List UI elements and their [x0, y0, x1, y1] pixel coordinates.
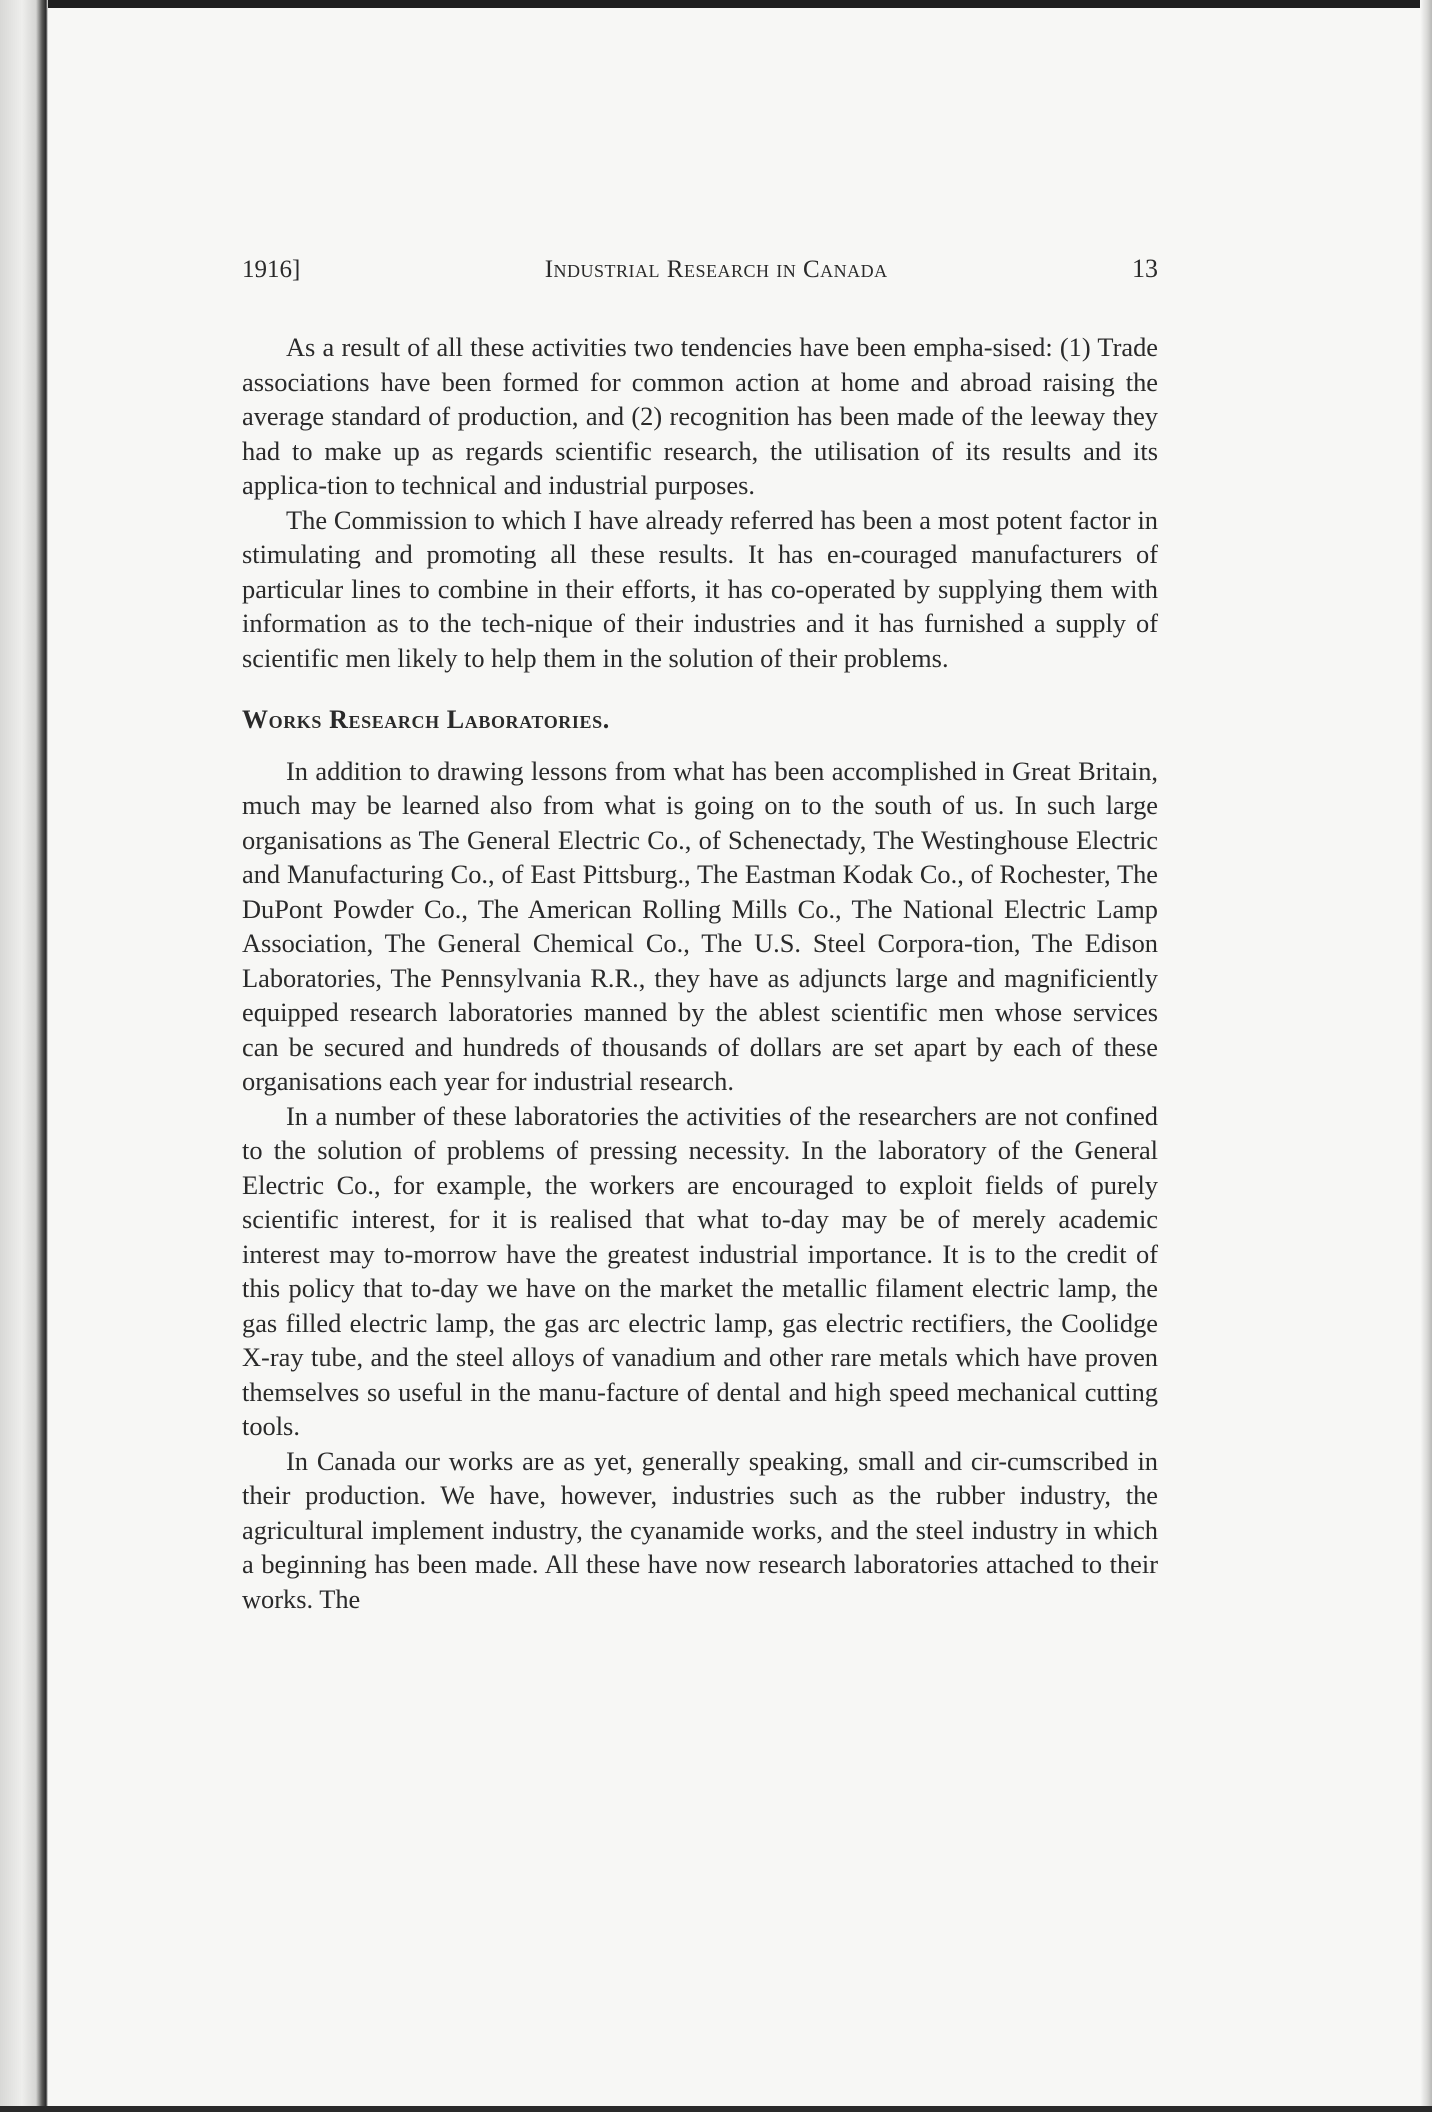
scan-right-border [1420, 0, 1432, 2112]
paragraph-canada-works: In Canada our works are as yet, generally speaking, small and cir-cumscribed in their production. We have, however, industries such as the rubber industry, the agricultural implement industry, the cyanamide works, and the steel industry in which a beginning has been made. All these have now research laboratories attached to their works. The [242, 1445, 1158, 1614]
paragraph-general-electric: In a number of these laboratories the activities of the researchers are not confined to the solution of problems of pressing necessity. In the laboratory of the General Electric Co., for example, the workers are encouraged to exploit fields of purely scientific interest, for it is realised that what to-day may be of merely academic interest may to-morrow have the greatest industrial importance. It is to the credit of this policy that to-day we have on the market the metallic filament electric lamp, the gas filled electric lamp, the gas arc electric lamp, gas electric rectifiers, the Coolidge X-ray tube, and the steel alloys of vanadium and other rare metals which have proven themselves so useful in the manu-facture of dental and high speed mechanical cutting tools. [242, 1100, 1158, 1441]
running-head [242, 252, 1158, 286]
scan-top-border [0, 0, 1432, 8]
paragraph-commission: The Commission to which I have already referred has been a most potent factor in stimulating and promoting all these results. It has en-couraged manufacturers of particular lines to combine in their efforts, it has co-operated by supplying them with information as to the tech-nique of their industries and it has furnished a supply of scientific men likely to help them in the solution of their problems. [242, 504, 1158, 673]
section-heading-works-research: Works Research Laboratories. [242, 705, 610, 734]
running-head-title: Industrial Research in Canada [544, 256, 888, 283]
paragraph-trade-associations: As a result of all these activities two tendencies have been empha-sised: (1) Trade associations have been formed for common action at home and abroad raising the average standard of production, and (2) recognition has been made of the leeway they had to make up as regards scientific research, the utilisation of its results and its applica-tion to technical and industrial purposes. [242, 332, 1158, 500]
running-head-year: 1916] [242, 256, 301, 283]
paragraph-us-laboratories: In addition to drawing lessons from what has been accomplished in Great Britain, much may be learned also from what is going on to the south of us. In such large organisations as The General Electric Co., of Schenectady, The Westinghouse Electric and Manufacturing Co., of East Pittsburg., The Eastman Kodak Co., of Rochester, The DuPont Powder Co., The American Rolling Mills Co., The National Electric Lamp Association, The General Chemical Co., The U.S. Steel Corpora-tion, The Edison Laboratories, The Pennsylvania R.R., they have as adjuncts large and magnificiently equipped research laboratories manned by the ablest scientific men whose services can be secured and hundreds of thousands of dollars are set apart by each of these organisations each year for industrial research. [242, 755, 1158, 1096]
page-number: 13 [1132, 254, 1158, 283]
scan-bottom-border [0, 2106, 1432, 2112]
book-spine-edge [0, 0, 48, 2112]
page-content [242, 252, 1158, 1616]
